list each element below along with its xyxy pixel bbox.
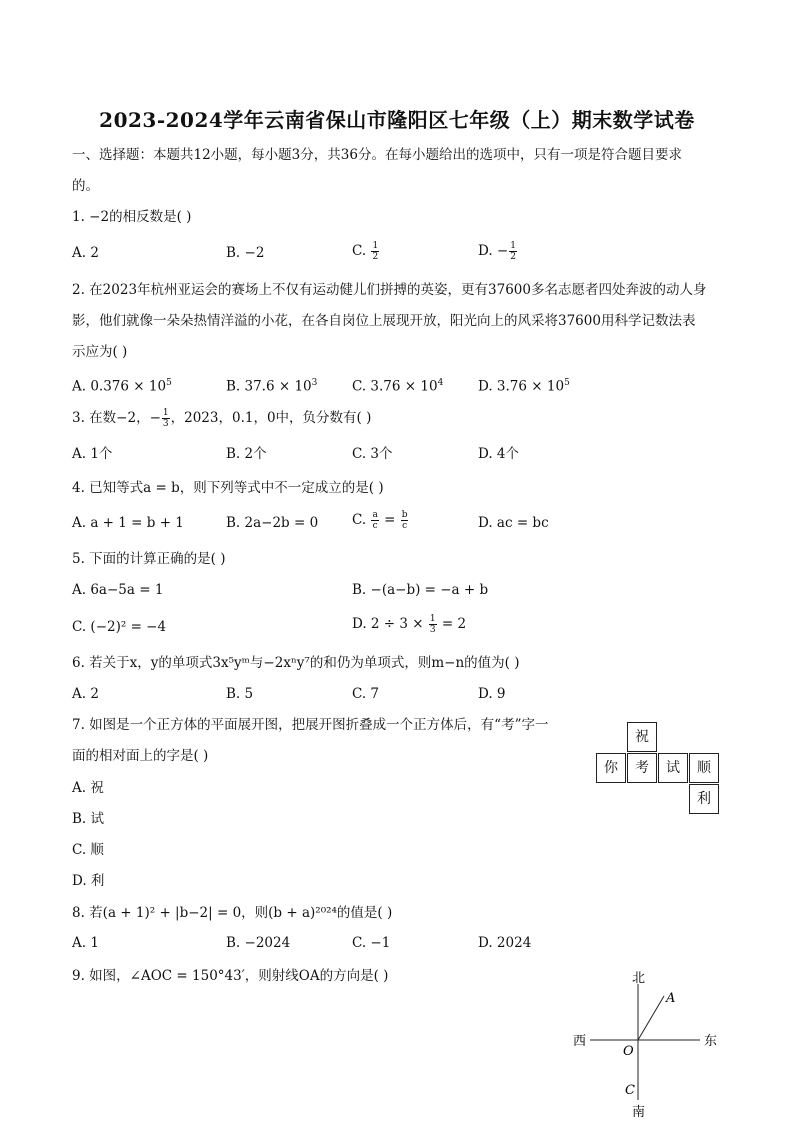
q2-option-c: C. $3.76 \times 10^4$ bbox=[352, 378, 444, 395]
q8-option-d: D. 2024 bbox=[478, 935, 532, 951]
q3-option-a: A. 1个 bbox=[72, 446, 113, 462]
q8-option-b: B. −2024 bbox=[226, 935, 291, 951]
fraction: $\frac{1}{3}$ bbox=[429, 614, 436, 635]
section-heading-line1: 一、选择题：本题共12小题，每小题3分，共36分。在每小题给出的选项中，只有一项是符合题目要求 bbox=[72, 147, 682, 163]
net-cell-2: 考 bbox=[627, 753, 657, 783]
q1-option-d: D. − $\frac{1}{2}$ bbox=[478, 241, 516, 262]
q4-option-a: A. a + 1 = b + 1 bbox=[72, 515, 184, 531]
label-c: C bbox=[625, 1083, 635, 1098]
q5-option-c: C. (−2)² = −4 bbox=[72, 619, 167, 635]
q2-line1: 2. 在2023年杭州亚运会的赛场上不仅有运动健儿们拼搏的英姿，更有37600多名志愿者四处奔波的动人身 bbox=[72, 282, 707, 298]
q7-option-c: C. 顺 bbox=[72, 842, 104, 858]
q8-stem: 8. 若(a + 1)² + |b−2| = 0，则(b + a)²⁰²⁴的值是( ) bbox=[72, 905, 393, 921]
q5-option-d: D. 2 ÷ 3 × $\frac{1}{3}$ = 2 bbox=[352, 614, 467, 635]
net-cell-3: 试 bbox=[658, 753, 688, 783]
label-o: O bbox=[623, 1044, 634, 1059]
compass-diagram bbox=[568, 962, 728, 1118]
q6-stem: 6. 若关于x，y的单项式3x⁵yᵐ与−2xⁿy⁷的和仍为单项式，则m−n的值为( ) bbox=[72, 655, 520, 671]
label-east: 东 bbox=[704, 1034, 718, 1049]
label-south: 南 bbox=[632, 1105, 646, 1118]
q3-option-b: B. 2个 bbox=[226, 446, 267, 462]
q5-option-b: B. −(a−b) = −a + b bbox=[352, 582, 489, 598]
q5-stem: 5. 下面的计算正确的是( ) bbox=[72, 551, 226, 567]
fraction: $\frac{1}{3}$ bbox=[162, 408, 169, 429]
fraction: $\frac{1}{2}$ bbox=[372, 241, 379, 262]
q7-option-b: B. 试 bbox=[72, 811, 105, 827]
ray-oa bbox=[638, 996, 664, 1040]
q4-option-b: B. 2a−2b = 0 bbox=[226, 515, 319, 531]
section-heading-line2: 的。 bbox=[72, 178, 99, 194]
q2-option-a: A. $0.376 \times 10^5$ bbox=[72, 378, 172, 395]
page-title: 2023-2024学年云南省保山市隆阳区七年级（上）期末数学试卷 bbox=[99, 108, 695, 132]
label-north: 北 bbox=[632, 971, 646, 986]
cube-net-figure bbox=[596, 722, 720, 814]
net-cell-bottom: 利 bbox=[689, 784, 719, 814]
q7-option-a: A. 祝 bbox=[72, 780, 104, 796]
net-cell-4: 顺 bbox=[689, 753, 719, 783]
q1-stem: 1. −2的相反数是( ) bbox=[72, 209, 192, 225]
q7-option-d: D. 利 bbox=[72, 873, 105, 889]
net-cell-1: 你 bbox=[596, 753, 626, 783]
q4-stem: 4. 已知等式a = b，则下列等式中不一定成立的是( ) bbox=[72, 480, 384, 496]
q1-option-b: B. −2 bbox=[226, 245, 265, 261]
q2-line3: 示应为( ) bbox=[72, 344, 128, 360]
q1-option-c: C. $\frac{1}{2}$ bbox=[352, 241, 379, 262]
q1-option-a: A. 2 bbox=[72, 245, 99, 261]
q3-stem: 3. 在数−2，− $\frac{1}{3}$ ，2023，0.1，0中，负分数有( ) bbox=[72, 408, 372, 429]
label-west: 西 bbox=[573, 1034, 587, 1049]
q3-option-d: D. 4个 bbox=[478, 446, 520, 462]
q7-line2: 面的相对面上的字是( ) bbox=[72, 748, 209, 764]
net-cell-top: 祝 bbox=[627, 722, 657, 752]
q3-option-c: C. 3个 bbox=[352, 446, 393, 462]
q4-option-c: C. $\frac{a}{c}$ = $\frac{b}{c}$ bbox=[352, 510, 408, 531]
q6-option-a: A. 2 bbox=[72, 686, 99, 702]
q2-option-d: D. $3.76 \times 10^5$ bbox=[478, 378, 570, 395]
q4-option-d: D. ac = bc bbox=[478, 515, 549, 531]
fraction: $\frac{1}{2}$ bbox=[510, 241, 516, 262]
fraction: $\frac{a}{c}$ bbox=[372, 510, 378, 531]
q6-option-d: D. 9 bbox=[478, 686, 506, 702]
q7-line1: 7. 如图是一个正方体的平面展开图，把展开图折叠成一个正方体后，有“考”字一 bbox=[72, 717, 549, 733]
q9-stem: 9. 如图，∠AOC = 150°43′，则射线OA的方向是( ) bbox=[72, 968, 389, 984]
q8-option-a: A. 1 bbox=[72, 935, 99, 951]
fraction: $\frac{b}{c}$ bbox=[401, 510, 408, 531]
q8-option-c: C. −1 bbox=[352, 935, 391, 951]
q6-option-c: C. 7 bbox=[352, 686, 380, 702]
q2-option-b: B. $37.6 \times 10^3$ bbox=[226, 378, 318, 395]
q5-option-a: A. 6a−5a = 1 bbox=[72, 582, 164, 598]
q2-line2: 影，他们就像一朵朵热情洋溢的小花，在各自岗位上展现开放，阳光向上的风采将37600用科学记数法表 bbox=[72, 313, 696, 329]
q6-option-b: B. 5 bbox=[226, 686, 254, 702]
label-a: A bbox=[666, 991, 676, 1006]
